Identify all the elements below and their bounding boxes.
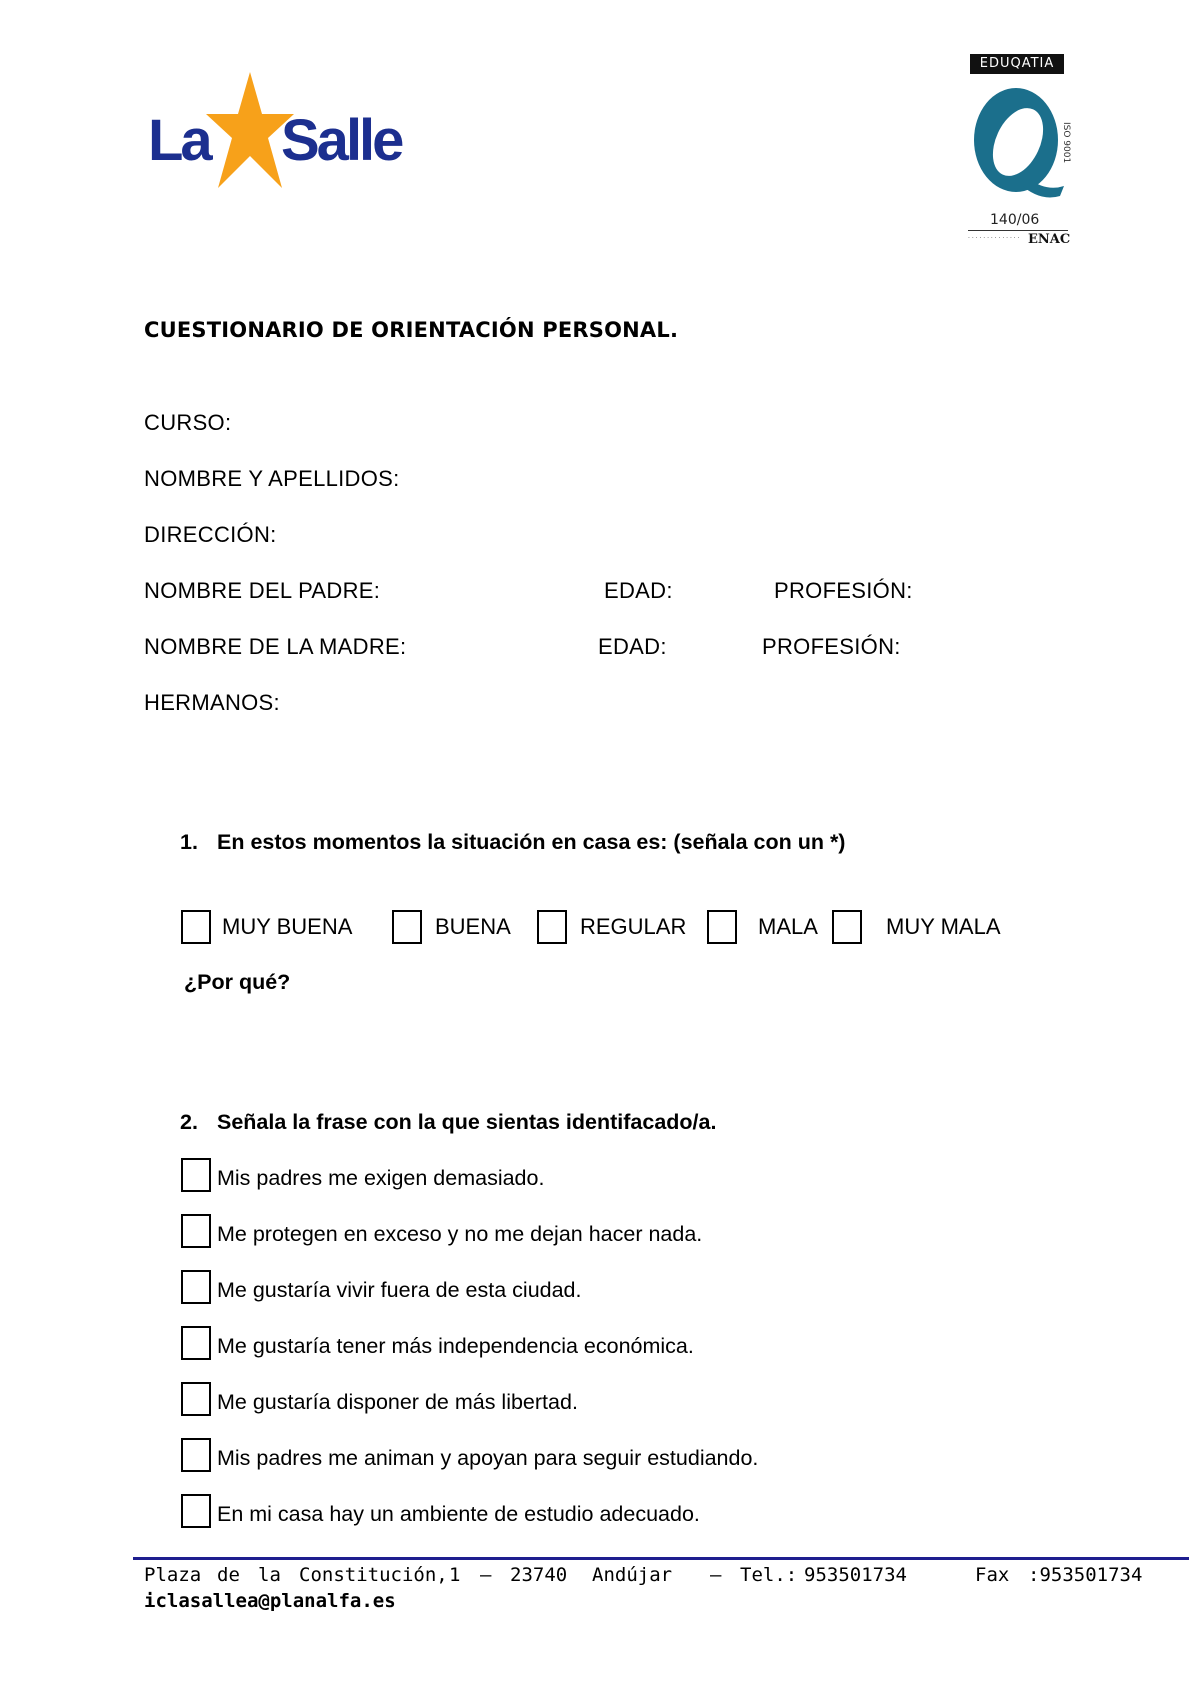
statement-5: Me gustaría disponer de más libertad.: [217, 1390, 578, 1414]
statement-7: En mi casa hay un ambiente de estudio adecuado.: [217, 1502, 700, 1526]
field-curso: CURSO:: [144, 410, 232, 435]
question-2: [180, 1110, 716, 1135]
field-edad-padre: EDAD:: [604, 578, 673, 603]
field-profesion-padre: PROFESIÓN:: [774, 578, 913, 603]
option-label-muy-buena: MUY BUENA: [222, 914, 353, 939]
logo-word-salle: Salle: [281, 108, 402, 173]
lasalle-logo: [148, 70, 433, 195]
option-label-mala: MALA: [758, 914, 818, 939]
checkbox-statement-4[interactable]: [181, 1326, 211, 1360]
footer-address-word: 1: [449, 1564, 461, 1586]
checkbox-statement-6[interactable]: [181, 1438, 211, 1472]
footer-fax-number: :953501734: [1028, 1564, 1143, 1586]
question-2-number: 2.: [180, 1110, 198, 1134]
field-nombre: NOMBRE Y APELLIDOS:: [144, 466, 400, 491]
footer-tel-label: Tel.:: [740, 1564, 798, 1586]
checkbox-statement-2[interactable]: [181, 1214, 211, 1248]
question-1-number: 1.: [180, 830, 198, 854]
checkbox-mala[interactable]: [707, 910, 737, 944]
field-hermanos: HERMANOS:: [144, 690, 280, 715]
checkbox-statement-5[interactable]: [181, 1382, 211, 1416]
option-label-buena: BUENA: [435, 914, 511, 939]
footer-fax-label: Fax: [975, 1564, 1010, 1586]
field-nombre-padre: NOMBRE DEL PADRE:: [144, 578, 381, 603]
field-nombre-madre: NOMBRE DE LA MADRE:: [144, 634, 407, 659]
footer-address-word: –: [480, 1564, 492, 1586]
checkbox-statement-3[interactable]: [181, 1270, 211, 1304]
document-title: CUESTIONARIO DE ORIENTACIÓN PERSONAL.: [144, 318, 679, 342]
checkbox-muy-mala[interactable]: [832, 910, 862, 944]
checkbox-buena[interactable]: [392, 910, 422, 944]
statement-4: Me gustaría tener más independencia económica.: [217, 1334, 694, 1358]
field-edad-madre: EDAD:: [598, 634, 667, 659]
enac-mark: ENAC: [1028, 232, 1071, 247]
statement-6: Mis padres me animan y apoyan para seguir estudiando.: [217, 1446, 759, 1470]
statement-1: Mis padres me exigen demasiado.: [217, 1166, 545, 1190]
logo-divider: [968, 230, 1068, 231]
iso-side-text: ISO 9001: [1061, 122, 1071, 164]
question-1-text: En estos momentos la situación en casa es: (señala con un *): [217, 830, 846, 854]
footer-address-word: –: [710, 1564, 722, 1586]
footer-address-word: Plaza: [144, 1564, 202, 1586]
checkbox-regular[interactable]: [537, 910, 567, 944]
footer-divider: [133, 1557, 1189, 1560]
certifier-label: EDUQATIA: [970, 54, 1064, 74]
certificate-number: 140/06: [990, 212, 1040, 228]
field-profesion-madre: PROFESIÓN:: [762, 634, 901, 659]
statement-2: Me protegen en exceso y no me dejan hacer nada.: [217, 1222, 703, 1246]
checkbox-statement-1[interactable]: [181, 1158, 211, 1192]
footer-address-word: 23740: [510, 1564, 568, 1586]
enac-fine-print: · · · · · · · · · · · · · ·: [968, 235, 1020, 242]
footer-address-word: Constitución,: [299, 1564, 448, 1586]
footer-email[interactable]: iclasallea@planalfa.es: [144, 1590, 396, 1612]
statement-3: Me gustaría vivir fuera de esta ciudad.: [217, 1278, 582, 1302]
option-label-regular: REGULAR: [580, 914, 687, 939]
question-1-followup: ¿Por qué?: [184, 970, 291, 994]
option-label-muy-mala: MUY MALA: [886, 914, 1001, 939]
footer-address-word: Andújar: [592, 1564, 673, 1586]
quality-certification-logo: [968, 52, 1076, 252]
q-quality-seal-icon: [968, 82, 1076, 212]
footer-tel-number: 953501734: [804, 1564, 907, 1586]
footer-address-word: la: [258, 1564, 281, 1586]
footer-address-word: de: [217, 1564, 240, 1586]
checkbox-muy-buena[interactable]: [181, 910, 211, 944]
checkbox-statement-7[interactable]: [181, 1494, 211, 1528]
question-1: [180, 830, 845, 855]
logo-word-la: La: [148, 108, 210, 173]
field-direccion: DIRECCIÓN:: [144, 522, 277, 547]
question-2-text: Señala la frase con la que sientas identifacado/a.: [217, 1110, 717, 1134]
